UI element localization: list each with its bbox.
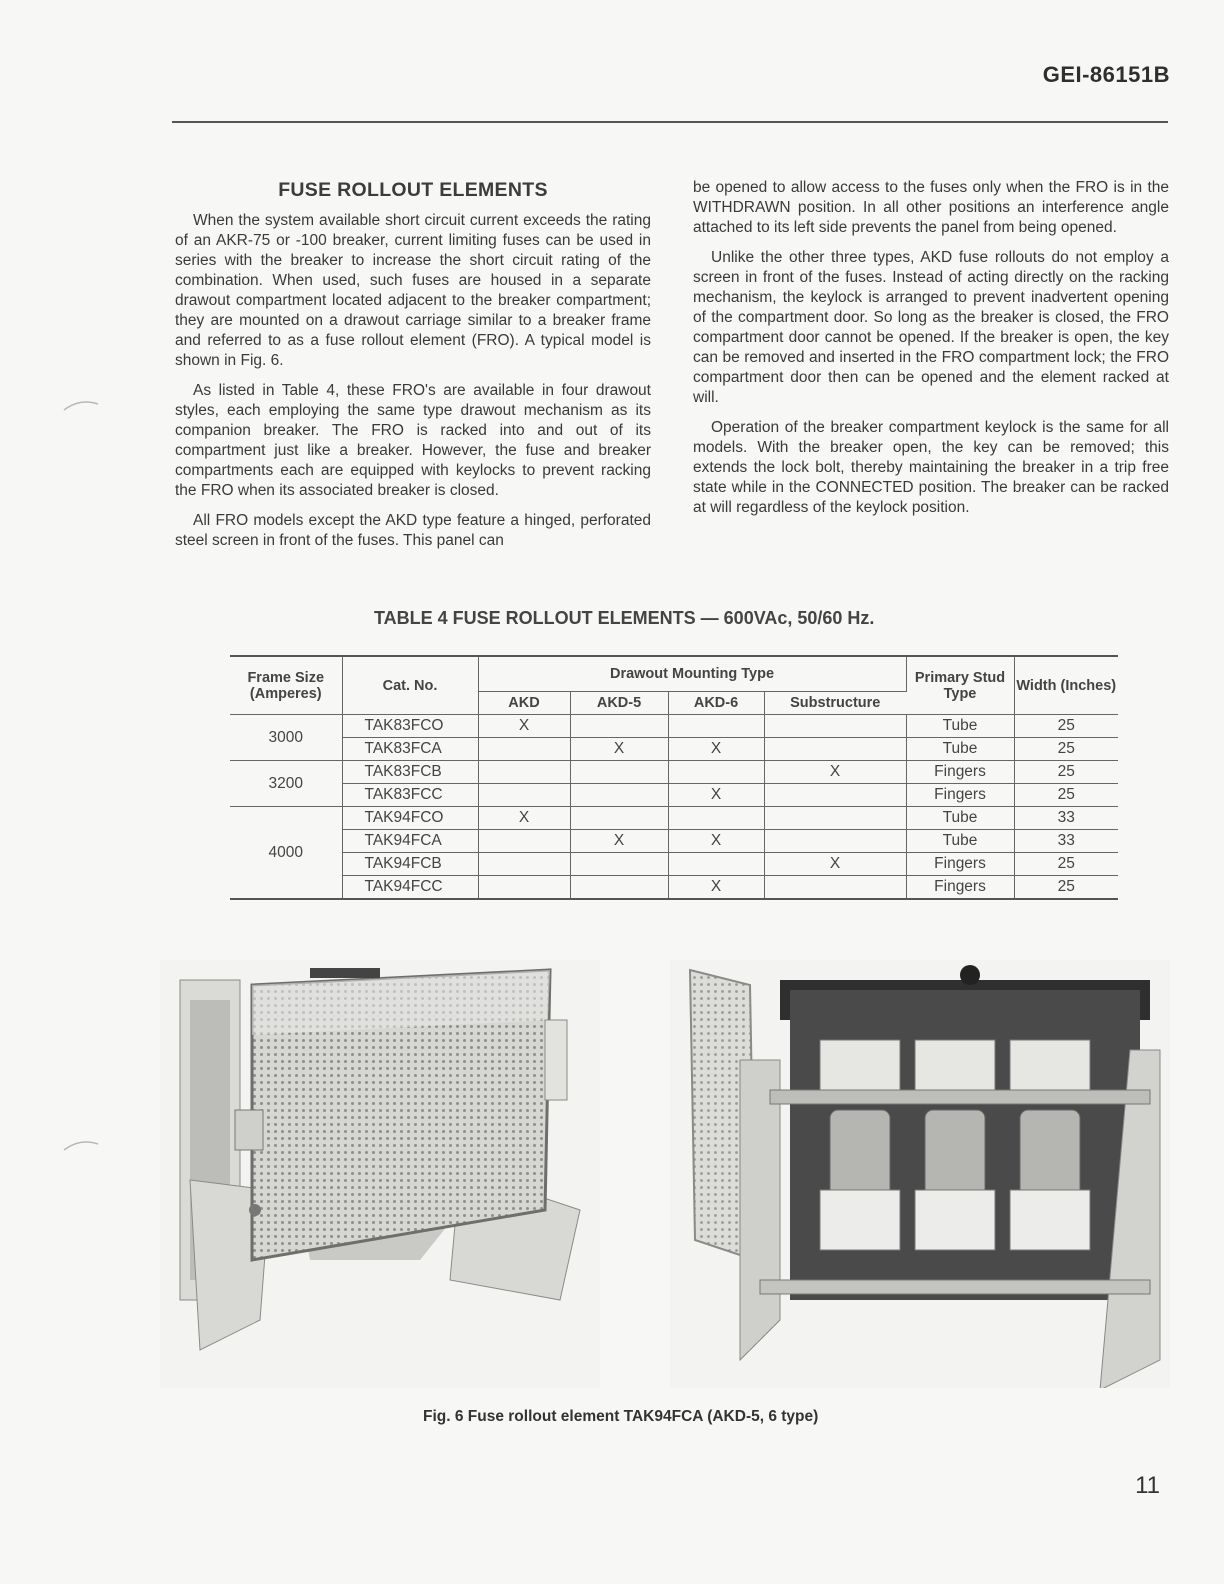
cat-no: TAK94FCO [342, 807, 478, 830]
akd5-cell [570, 761, 668, 784]
table-row [230, 830, 1118, 853]
substructure-cell [764, 738, 906, 761]
table-row [230, 853, 1118, 876]
cat-no: TAK83FCO [342, 715, 478, 738]
width-value: 25 [1014, 761, 1118, 784]
width-value: 25 [1014, 715, 1118, 738]
substructure-cell [764, 807, 906, 830]
akd6-cell: X [668, 876, 764, 900]
header-substructure: Substructure [764, 692, 906, 715]
table-title: TABLE 4 FUSE ROLLOUT ELEMENTS — 600VAc, 50/60 Hz. [374, 608, 875, 628]
paragraph: When the system available short circuit current exceeds the rating of an AKR-75 or -100 breaker, current limiting fuses can be used in series with the breaker to increase the short circuit rating of the combination. When used, such fuses are housed in a separate drawout compartment located adjacent to the breaker compartment; they are mounted on a drawout carriage similar to a breaker frame and referred to as a fuse rollout element (FRO). A typical model is shown in Fig. 6. [175, 212, 651, 369]
akd-cell [478, 738, 570, 761]
stud-type: Tube [906, 807, 1014, 830]
page-number: 11 [1135, 1472, 1160, 1499]
akd6-cell: X [668, 784, 764, 807]
table-row [230, 761, 1118, 784]
substructure-cell [764, 784, 906, 807]
frame-size: 3000 [230, 715, 342, 761]
cat-no: TAK83FCA [342, 738, 478, 761]
table-row [230, 738, 1118, 761]
fro-open-photo [670, 960, 1170, 1388]
stud-type: Tube [906, 738, 1014, 761]
table-row [230, 715, 1118, 738]
akd6-cell [668, 761, 764, 784]
width-value: 33 [1014, 830, 1118, 853]
substructure-cell [764, 715, 906, 738]
header-stud-type: Primary Stud Type [906, 656, 1014, 715]
cat-no: TAK83FCC [342, 784, 478, 807]
stud-type: Fingers [906, 853, 1014, 876]
akd-cell [478, 784, 570, 807]
cat-no: TAK83FCB [342, 761, 478, 784]
fro-screen-illustration [160, 960, 600, 1388]
stud-type: Tube [906, 830, 1014, 853]
fuse-rollout-table [230, 655, 1118, 900]
frame-size: 4000 [230, 807, 342, 900]
fro-screen-photo [160, 960, 600, 1388]
paragraph: be opened to allow access to the fuses only when the FRO is in the WITHDRAWN position. In all other positions an interference angle attached to its left side prevents the panel from being opened. [693, 179, 1169, 236]
akd-cell [478, 876, 570, 900]
akd5-cell [570, 807, 668, 830]
width-value: 25 [1014, 784, 1118, 807]
substructure-cell: X [764, 853, 906, 876]
akd5-cell [570, 784, 668, 807]
akd5-cell [570, 853, 668, 876]
header-akd: AKD [478, 692, 570, 715]
figure-caption: Fig. 6 Fuse rollout element TAK94FCA (AKD-5, 6 type) [423, 1408, 819, 1425]
cat-no: TAK94FCC [342, 876, 478, 900]
akd5-cell [570, 715, 668, 738]
cat-no: TAK94FCB [342, 853, 478, 876]
akd6-cell: X [668, 830, 764, 853]
width-value: 25 [1014, 738, 1118, 761]
fro-open-illustration [670, 960, 1170, 1388]
paragraph: As listed in Table 4, these FRO's are available in four drawout styles, each employing the same type drawout mechanism as its companion breaker. The FRO is racked into and out of its compartment just like a breaker. However, the fuse and breaker compartments each are equipped with keylocks to prevent racking the FRO when its associated breaker is closed. [175, 382, 651, 499]
akd6-cell [668, 807, 764, 830]
akd-cell [478, 761, 570, 784]
table-row [230, 807, 1118, 830]
akd-cell: X [478, 807, 570, 830]
akd6-cell: X [668, 738, 764, 761]
header-akd5: AKD-5 [570, 692, 668, 715]
header-drawout-type: Drawout Mounting Type [478, 656, 906, 692]
width-value: 25 [1014, 853, 1118, 876]
akd5-cell [570, 876, 668, 900]
stud-type: Fingers [906, 876, 1014, 900]
substructure-cell: X [764, 761, 906, 784]
table-row [230, 876, 1118, 900]
document-number: GEI-86151B [1042, 62, 1170, 87]
cat-no: TAK94FCA [342, 830, 478, 853]
stud-type: Fingers [906, 761, 1014, 784]
paragraph: Unlike the other three types, AKD fuse rollouts do not employ a screen in front of the fuses. Instead of acting directly on the racking mechanism, the keylock is arranged to prevent inadvertent opening of the compartment door. So long as the breaker is closed, the FRO compartment door cannot be opened. If the breaker is open, the key can be removed and inserted in the FRO compartment lock; the FRO compartment door then can be opened and the element racked at will. [693, 249, 1169, 406]
stud-type: Tube [906, 715, 1014, 738]
akd5-cell: X [570, 830, 668, 853]
header-akd6: AKD-6 [668, 692, 764, 715]
right-column [693, 178, 1169, 528]
akd5-cell: X [570, 738, 668, 761]
section-title: FUSE ROLLOUT ELEMENTS [278, 179, 548, 201]
stud-type: Fingers [906, 784, 1014, 807]
frame-size: 3200 [230, 761, 342, 807]
akd-cell: X [478, 715, 570, 738]
paragraph: All FRO models except the AKD type feature a hinged, perforated steel screen in front of the fuses. This panel can [175, 512, 651, 549]
header-frame-size: Frame Size (Amperes) [230, 656, 342, 715]
header-width: Width (Inches) [1014, 656, 1118, 715]
akd-cell [478, 853, 570, 876]
akd6-cell [668, 715, 764, 738]
substructure-cell [764, 830, 906, 853]
paragraph: Operation of the breaker compartment keylock is the same for all models. With the breaker open, the key can be removed; this extends the lock bolt, thereby maintaining the breaker in a trip free state while in the CONNECTED position. The breaker can be racked at will regardless of the keylock position. [693, 419, 1169, 516]
margin-hole-mark [62, 1136, 102, 1156]
width-value: 33 [1014, 807, 1118, 830]
header-rule [172, 121, 1168, 123]
akd6-cell [668, 853, 764, 876]
substructure-cell [764, 876, 906, 900]
width-value: 25 [1014, 876, 1118, 900]
akd-cell [478, 830, 570, 853]
header-cat-no: Cat. No. [342, 656, 478, 715]
margin-hole-mark [62, 396, 102, 416]
table-row [230, 784, 1118, 807]
left-column [175, 176, 651, 561]
